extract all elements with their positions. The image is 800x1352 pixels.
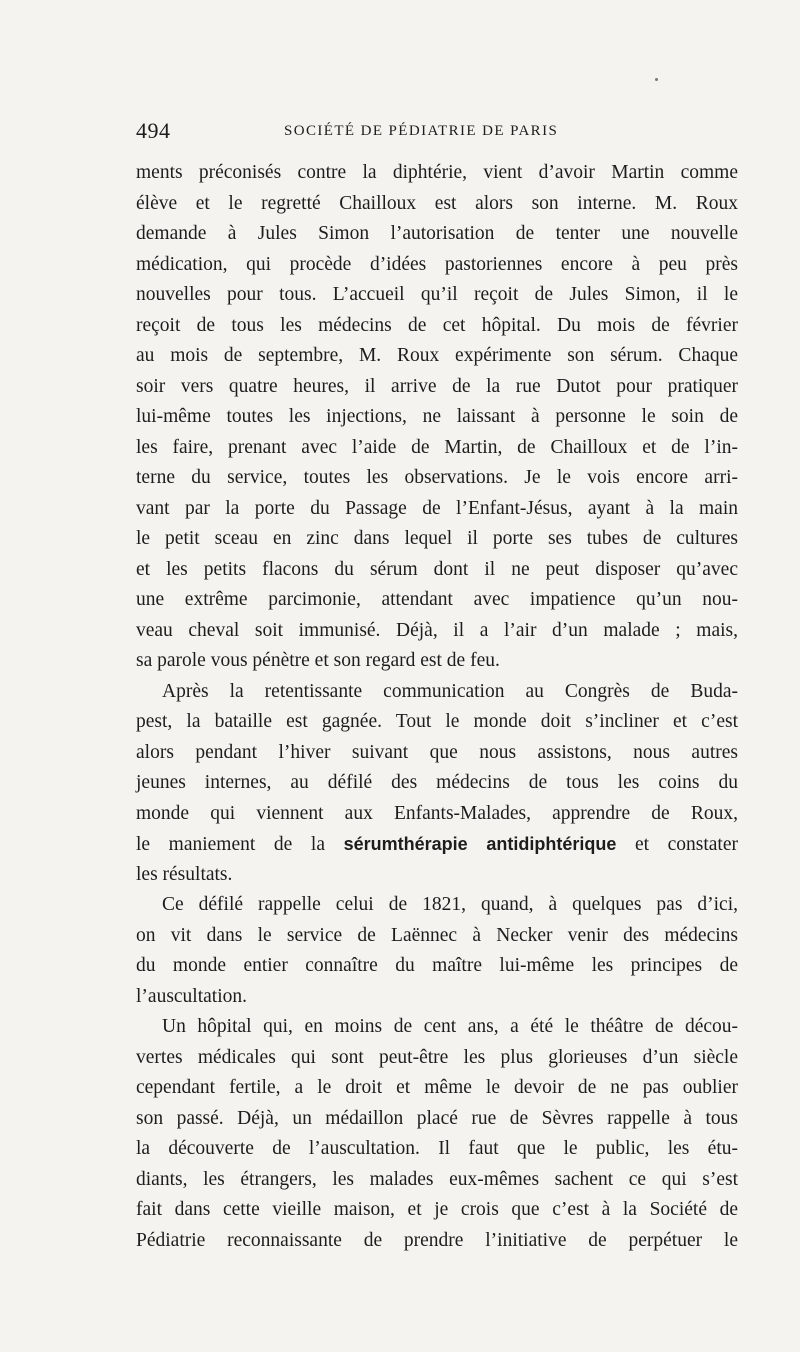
text-segment: le maniement de la — [136, 834, 325, 855]
text-line: Ce défilé rappelle celui de 1821, quand, à quelques pas d’ici, — [162, 894, 738, 915]
text-line: jeunes internes, au défilé des médecins de tous les coins du — [136, 772, 738, 793]
text-line: Après la retentissante communication au Congrès de Buda- — [162, 680, 738, 702]
text-line: fait dans cette vieille maison, et je crois que c’est à la Société de — [136, 1199, 738, 1220]
text-line: monde qui viennent aux Enfants-Malades, apprendre de Roux, — [136, 802, 738, 824]
text-line: Un hôpital qui, en moins de cent ans, a été le théâtre de décou- — [162, 1016, 738, 1037]
text-line-with-emphasis — [136, 829, 738, 860]
text-line: on vit dans le service de Laënnec à Necker venir des médecins — [136, 924, 738, 946]
paragraph-2 — [136, 677, 738, 891]
paragraph-4 — [136, 1012, 738, 1256]
ink-speck — [655, 78, 658, 81]
text-line: nouvelles pour tous. L’accueil qu’il reçoit de Jules Simon, il le — [136, 284, 738, 305]
text-line: au mois de septembre, M. Roux expérimente son sérum. Chaque — [136, 345, 738, 366]
text-line: diants, les étrangers, les malades eux-mêmes sachent ce qui s’est — [136, 1168, 738, 1190]
text-line: lui-même toutes les injections, ne laissant à personne le soin de — [136, 406, 738, 427]
text-line: et les petits flacons du sérum dont il ne peut disposer qu’avec — [136, 558, 738, 580]
text-line: les faire, prenant avec l’aide de Martin, de Chailloux et de l’in- — [136, 436, 738, 458]
text-line: veau cheval soit immunisé. Déjà, il a l’air d’un malade ; mais, — [136, 619, 738, 641]
text-line: soir vers quatre heures, il arrive de la rue Dutot pour pratiquer — [136, 375, 738, 397]
running-head — [136, 118, 738, 146]
text-line: du monde entier connaître du maître lui-même les principes de — [136, 955, 738, 976]
page-number: 494 — [136, 118, 171, 143]
text-line: son passé. Déjà, un médaillon placé rue de Sèvres rappelle à tous — [136, 1107, 738, 1129]
text-line: les résultats. — [136, 863, 233, 885]
emphasized-term: sérumthérapie antidiphtérique — [343, 834, 617, 854]
text-line: demande à Jules Simon l’autorisation de tenter une nouvelle — [136, 223, 738, 244]
text-line: élève et le regretté Chailloux est alors son interne. M. Roux — [136, 192, 738, 214]
text-line: vant par la porte du Passage de l’Enfant-Jésus, ayant à la main — [136, 497, 738, 519]
text-line: reçoit de tous les médecins de cet hôpital. Du mois de février — [136, 314, 738, 336]
text-line: pest, la bataille est gagnée. Tout le monde doit s’incliner et c’est — [136, 711, 738, 732]
text-line: vertes médicales qui sont peut-être les plus glorieuses d’un siècle — [136, 1046, 738, 1068]
text-line: l’auscultation. — [136, 985, 248, 1007]
text-line: terne du service, toutes les observations. Je le vois encore arri- — [136, 467, 738, 488]
paragraph-3 — [136, 890, 738, 1012]
paragraph-1 — [136, 158, 738, 677]
running-title: SOCIÉTÉ DE PÉDIATRIE DE PARIS — [284, 123, 559, 139]
text-line: Pédiatrie reconnaissante de prendre l’initiative de perpétuer le — [136, 1229, 738, 1251]
text-line: sa parole vous pénètre et son regard est de feu. — [136, 650, 500, 671]
text-line: la découverte de l’auscultation. Il faut que le public, les étu- — [136, 1138, 738, 1159]
body-text — [136, 158, 738, 1256]
text-line: le petit sceau en zinc dans lequel il porte ses tubes de cultures — [136, 528, 738, 549]
text-line: une extrême parcimonie, attendant avec impatience qu’un nou- — [136, 589, 738, 610]
text-segment: et constater — [634, 834, 738, 855]
text-line: ments préconisés contre la diphtérie, vient d’avoir Martin comme — [136, 162, 738, 183]
text-line: médication, qui procède d’idées pastoriennes encore à peu près — [136, 253, 738, 275]
text-line: alors pendant l’hiver suivant que nous assistons, nous autres — [136, 741, 738, 763]
text-line: cependant fertile, a le droit et même le devoir de ne pas oublier — [136, 1077, 738, 1098]
